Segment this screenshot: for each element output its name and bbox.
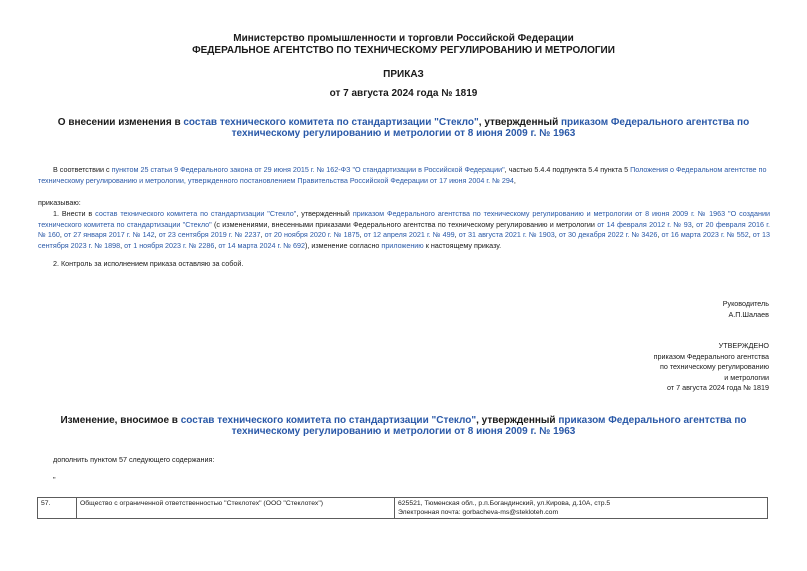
- item1-text: ), изменение согласно: [304, 240, 382, 250]
- signature-position: Руководитель: [722, 299, 769, 308]
- signature-name: А.П.Шалаев: [728, 310, 769, 319]
- preamble-text: , частью 5.4.4 подпункта 5.4 пункта 5: [504, 165, 631, 174]
- change-title-link-order[interactable]: приказом Федерального агентства по техническому регулированию и метрологии от 8 июня 2009 г. № 1963: [231, 415, 747, 437]
- amendment-link[interactable]: от 20 ноября 2020 г. № 1875: [264, 230, 360, 239]
- title-text: О внесении изменения в: [57, 117, 184, 128]
- approval-stamp: УТВЕРЖДЕНО: [718, 341, 769, 350]
- doc-date: от 7 августа 2024 года № 1819: [329, 88, 478, 99]
- change-title: [55, 415, 752, 437]
- separator: ,: [748, 230, 753, 239]
- amendment-link[interactable]: от 14 февраля 2012 г. № 93: [597, 219, 692, 229]
- change-title-link-committee[interactable]: состав технического комитета по стандартизации "Стекло": [180, 415, 477, 426]
- title-link-committee[interactable]: состав технического комитета по стандартизации "Стекло": [183, 117, 479, 128]
- approval-line: приказом Федерального агентства: [653, 352, 769, 361]
- separator: ,: [691, 219, 697, 229]
- preamble-text: ,: [513, 175, 516, 185]
- change-title-text: Изменение, вносимое в: [60, 415, 181, 426]
- table-cell-number: 57.: [38, 498, 77, 519]
- item-2-paragraph: 2. Контроль за исполнением приказа оставляю за собой.: [53, 259, 244, 268]
- appendix-link[interactable]: приложению: [381, 240, 424, 250]
- committee-link[interactable]: состав технического комитета по стандартизации "Стекло": [95, 209, 297, 218]
- item1-text: 1. Внести в: [53, 209, 96, 218]
- table-cell-organization: Общество с ограниченной ответственностью "Стеклотех" (ООО "Стеклотех"): [77, 498, 395, 519]
- preamble-text: В соответствии с: [53, 165, 112, 174]
- item1-text: (с изменениями, внесенными приказами Федерального агентства по техническому регулированию и метрологии: [211, 219, 598, 229]
- doc-title: [55, 117, 752, 139]
- item1-text: к настоящему приказу.: [423, 240, 502, 250]
- regulation-link[interactable]: Положения о Федеральном агентстве по техническому регулированию и метрологии, утвержденного постановлением Правительства Российской Федерации от 17 июня 2004 г. № 294: [38, 165, 767, 185]
- amendment-link[interactable]: от 13 сентября 2023 г. № 1898: [38, 230, 771, 250]
- title-link-order[interactable]: приказом Федерального агентства по техническому регулированию и метрологии от 8 июня 2009 г. № 1963: [231, 117, 750, 139]
- quote-mark: ": [53, 475, 56, 484]
- order-1963-link[interactable]: приказом Федерального агентства по техническому регулированию и метрологии от 8 июня 2009 г. № 1963 "О создании технического комитета по стандартизации "Стекло": [38, 209, 770, 229]
- committee-members-table: [37, 497, 768, 519]
- separator: ,: [214, 240, 219, 250]
- ministry-name: Министерство промышленности и торговли Российской Федерации: [233, 33, 574, 44]
- separator: ,: [154, 230, 159, 239]
- approval-line: и метрологии: [724, 373, 769, 382]
- amendment-link[interactable]: от 23 сентября 2019 г. № 2237: [158, 230, 261, 239]
- address-text: 625521, Тюменская обл., р.п.Богандинский, ул.Кирова, д.10А, стр.5: [398, 500, 611, 507]
- doc-type: ПРИКАЗ: [383, 69, 424, 80]
- agency-name: ФЕДЕРАЛЬНОЕ АГЕНТСТВО ПО ТЕХНИЧЕСКОМУ РЕГУЛИРОВАНИЮ И МЕТРОЛОГИИ: [192, 45, 615, 56]
- separator: ,: [260, 230, 265, 239]
- separator: ,: [657, 230, 662, 239]
- amendment-link[interactable]: от 20 февраля 2016 г. № 160: [38, 219, 770, 239]
- amendment-link[interactable]: от 1 ноября 2023 г. № 2286: [124, 240, 215, 250]
- item1-text: , утвержденный: [296, 209, 353, 218]
- amendment-link[interactable]: от 27 января 2017 г. № 142: [63, 230, 155, 239]
- title-text: , утвержденный: [478, 117, 562, 128]
- amendment-link[interactable]: от 30 декабря 2022 г. № 3426: [558, 230, 658, 239]
- table-row: [38, 498, 768, 519]
- order-word: приказываю:: [38, 198, 81, 207]
- approval-line: от 7 августа 2024 года № 1819: [666, 383, 769, 392]
- separator: ,: [59, 230, 64, 239]
- change-title-text: , утвержденный: [476, 415, 559, 426]
- separator: ,: [554, 230, 559, 239]
- separator: ,: [454, 230, 459, 239]
- email-text: Электронная почта: gorbacheva-ms@stekloteh.com: [398, 509, 559, 516]
- amendment-link[interactable]: от 12 апреля 2021 г. № 499: [363, 230, 455, 239]
- separator: ,: [359, 230, 364, 239]
- amendment-link[interactable]: от 31 августа 2021 г. № 1903: [458, 230, 555, 239]
- table-cell-contacts: [395, 498, 768, 519]
- supplement-line: дополнить пунктом 57 следующего содержания:: [53, 455, 215, 464]
- amendment-link[interactable]: от 16 марта 2023 г. № 552: [661, 230, 749, 239]
- law-link[interactable]: пунктом 25 статьи 9 Федерального закона от 29 июня 2015 г. № 162-ФЗ "О стандартизации в Российской Федерации": [111, 165, 505, 174]
- separator: ,: [120, 240, 125, 250]
- item-1-paragraph: [38, 209, 770, 251]
- preamble-paragraph: [38, 165, 770, 186]
- approval-line: по техническому регулированию: [659, 362, 769, 371]
- amendment-link[interactable]: от 14 марта 2024 г. № 692: [218, 240, 305, 250]
